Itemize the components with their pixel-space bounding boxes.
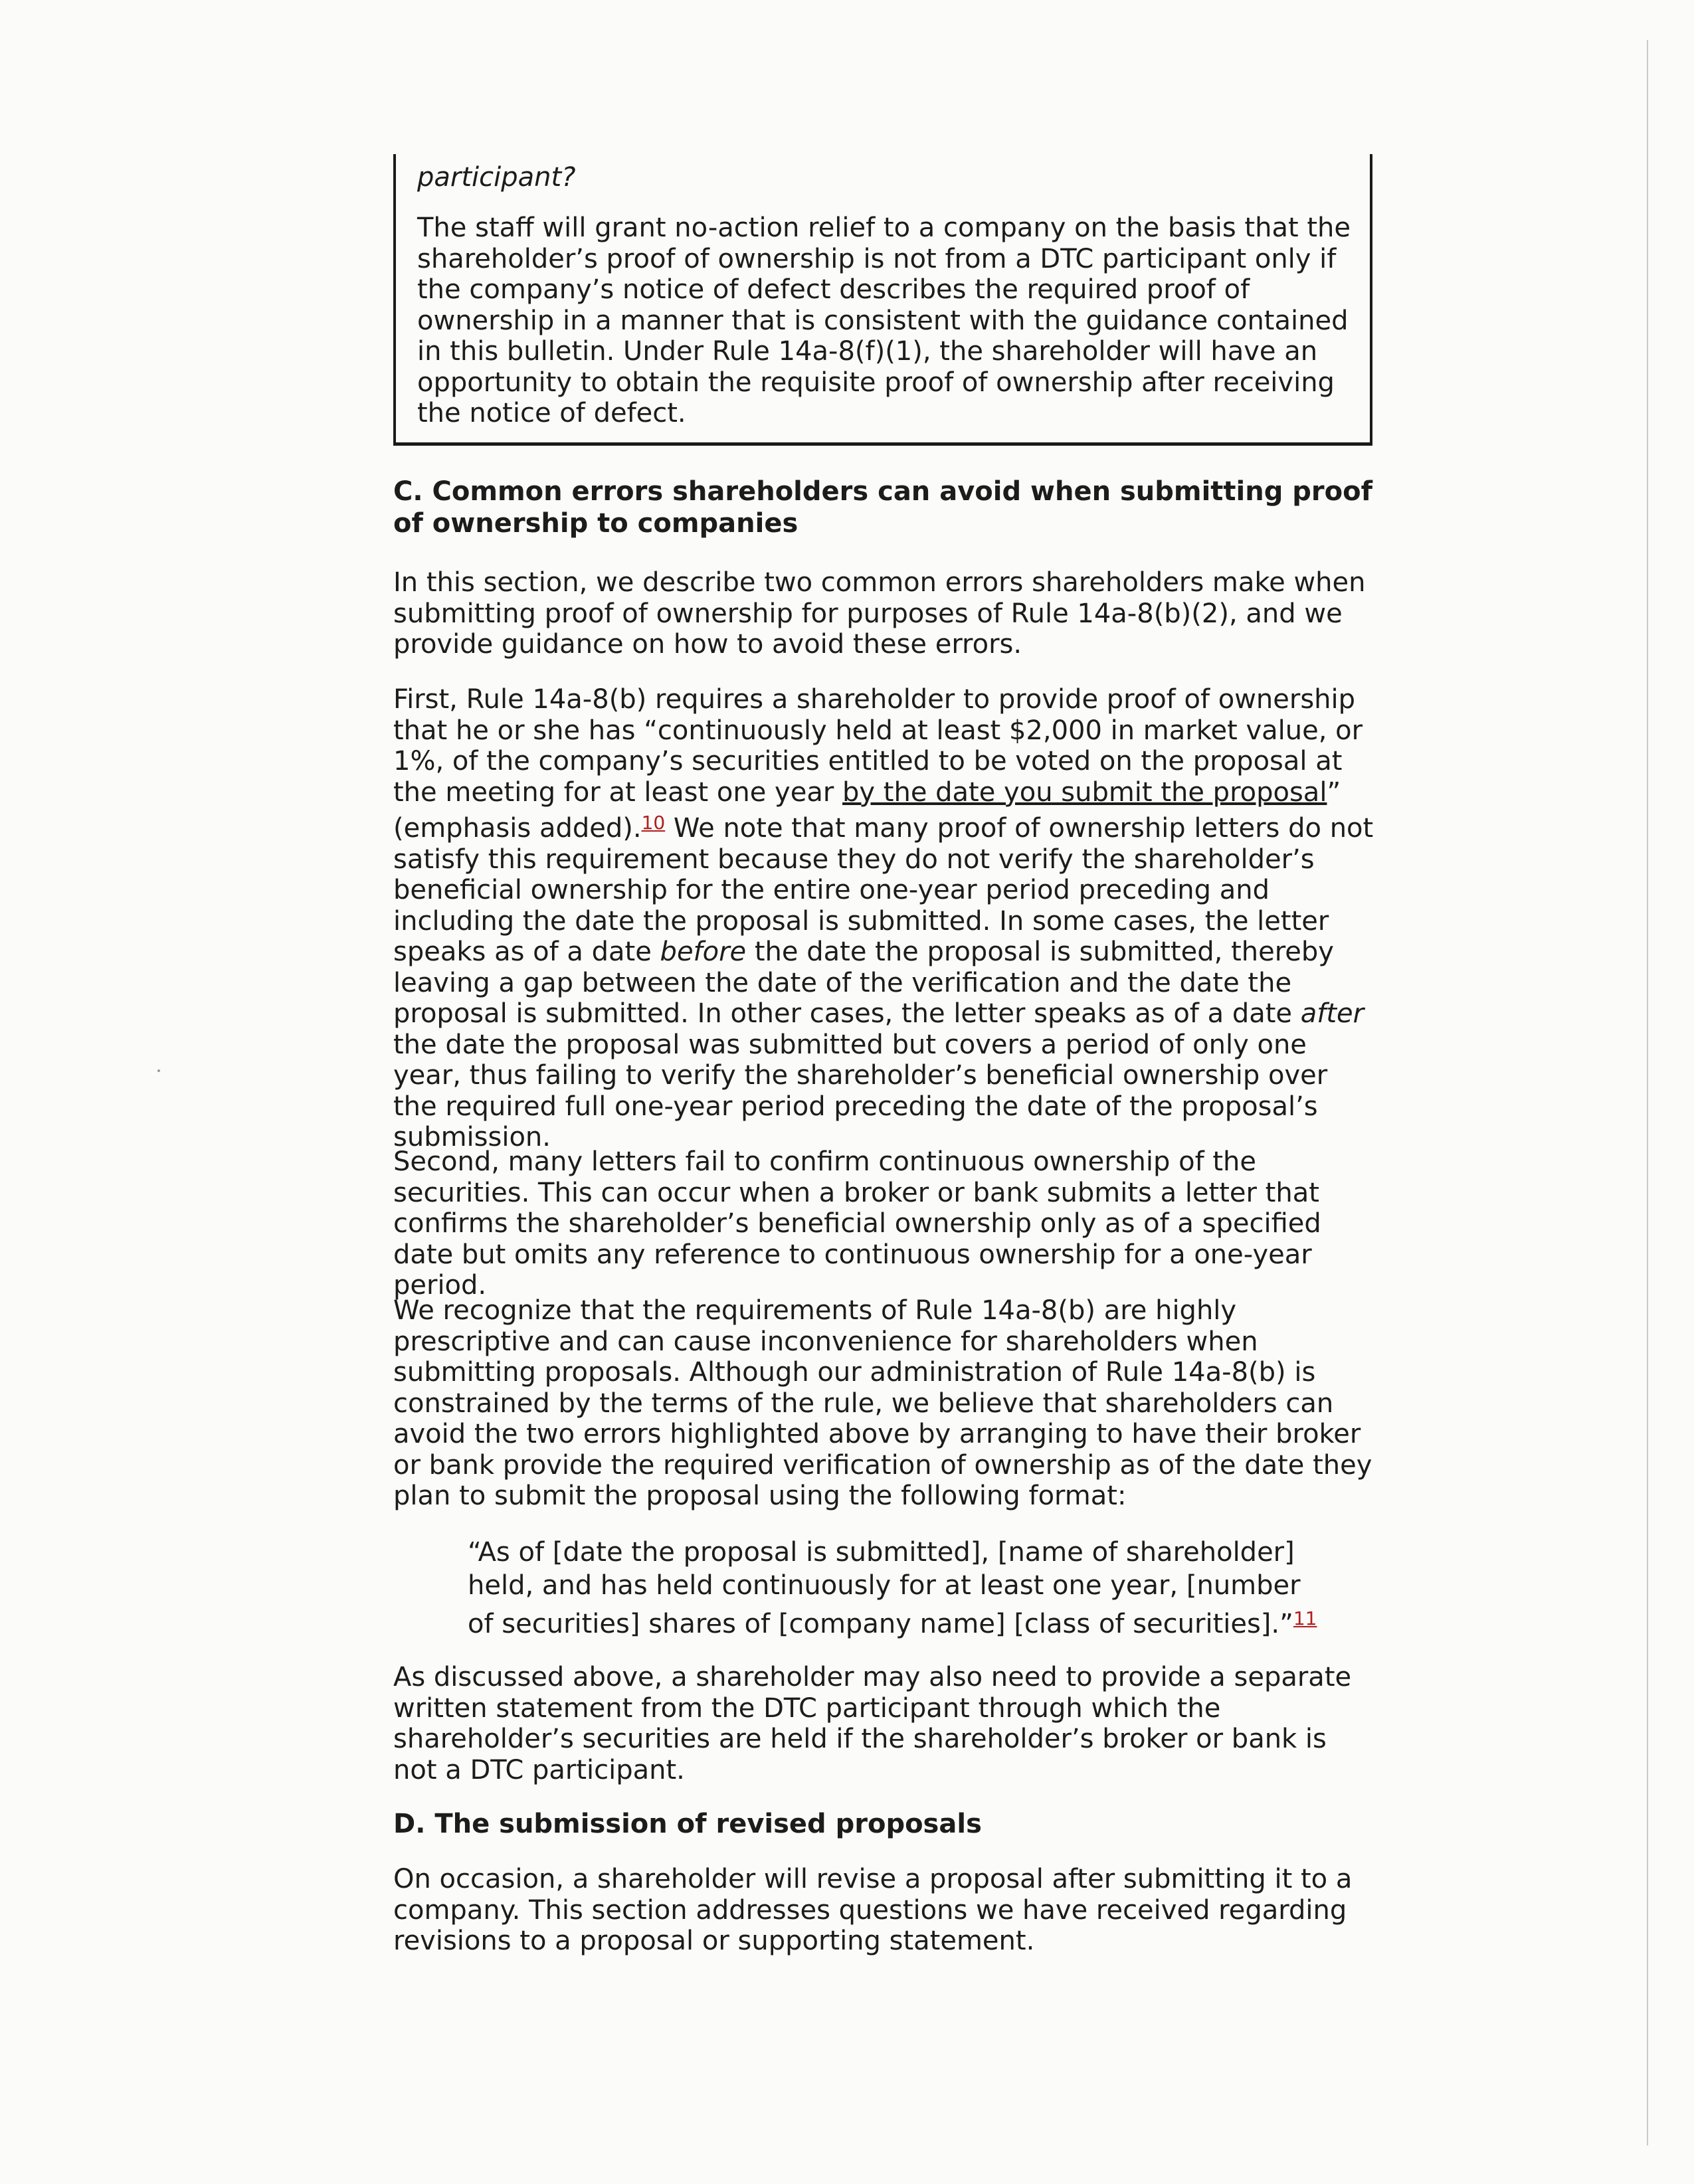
first-error-body-text-3: the date the proposal was submitted but covers a period of only one year, thus failing to verify the shareholder’s beneficial ownership over the required full one-year period preceding the date of the proposal’s submission.: [393, 1029, 1328, 1152]
emphasis-before: before: [660, 937, 747, 967]
first-error-paragraph: [393, 684, 1376, 1153]
faq-answer-text: The staff will grant no-action relief to a company on the basis that the shareholder’s proof of ownership is not from a DTC participant only if the company’s notice of defect describes the required proof of ownership in a manner that is consistent with the guidance contained in this bulletin. Under Rule 14a-8(f)(1), the shareholder will have an opportunity to obtain the requisite proof of ownership after receiving the notice of defect.: [417, 213, 1351, 428]
emphasis-underline-text: by the date you submit the proposal: [842, 776, 1327, 808]
section-c-intro-paragraph: In this section, we describe two common errors shareholders make when submitting proof of ownership for purposes of Rule 14a-8(b)(2), and we provide guidance on how to avoid these errors.: [393, 567, 1366, 660]
scan-speck: [157, 1069, 160, 1072]
scan-page-edge: [1647, 40, 1648, 2145]
section-d-intro-paragraph: On occasion, a shareholder will revise a proposal after submitting it to a company. This section addresses questions we have received regarding revisions to a proposal or supporting statement.: [393, 1864, 1353, 1956]
footnote-10-link[interactable]: 10: [641, 812, 666, 834]
faq-answer-box: [393, 154, 1372, 446]
dtc-statement-paragraph: As discussed above, a shareholder may also need to provide a separate written statement from the DTC participant through which the shareholder’s securities are held if the shareholder’s broker or bank is not a DTC participant.: [393, 1662, 1352, 1785]
emphasis-added-text: ” (emphasis added).: [393, 776, 1341, 844]
first-error-body-text-2: the date the proposal is submitted, thereby leaving a gap between the date of the verification and the date the proposal is submitted. In other cases, the letter speaks as of a date: [393, 937, 1334, 1029]
recommended-format-quote: [468, 1536, 1331, 1641]
footnote-11-link[interactable]: 11: [1293, 1607, 1317, 1629]
format-quote-text: “As of [date the proposal is submitted], [name of shareholder] held, and has held continuously for at least one year, [number of securities] shares of [company name] [class of securities].”: [468, 1537, 1301, 1639]
first-error-lead-text: First, Rule 14a-8(b) requires a shareholder to provide proof of ownership that he or she has “continuously held at least $2,000 in market value, or 1%, of the company’s securities entitled to be voted on the proposal at the meeting for at least one year: [393, 684, 1363, 808]
emphasis-after: after: [1300, 998, 1365, 1029]
faq-question-tail: participant?: [417, 162, 576, 193]
first-error-body-text-1: We note that many proof of ownership letters do not satisfy this requirement because they do not verify the shareholder’s beneficial ownership for the entire one-year period preceding and including the date the proposal is submitted. In some cases, the letter speaks as of a date: [393, 813, 1374, 967]
section-d-heading: D. The submission of revised proposals: [393, 1809, 982, 1839]
second-error-paragraph: Second, many letters fail to confirm continuous ownership of the securities. This can occur when a broker or bank submits a letter that confirms the shareholder’s beneficial ownership only as of a specified date but omits any reference to continuous ownership for a one-year period.: [393, 1146, 1321, 1301]
section-c-heading: C. Common errors shareholders can avoid when submitting proof of ownership to companies: [393, 476, 1373, 539]
recommended-format-paragraph: We recognize that the requirements of Rule 14a-8(b) are highly prescriptive and can cause inconvenience for shareholders when submitting proposals. Although our administration of Rule 14a-8(b) is constrained by the terms of the rule, we believe that shareholders can avoid the two errors highlighted above by arranging to have their broker or bank provide the required verification of ownership as of the date they plan to submit the proposal using the following format:: [393, 1295, 1372, 1511]
